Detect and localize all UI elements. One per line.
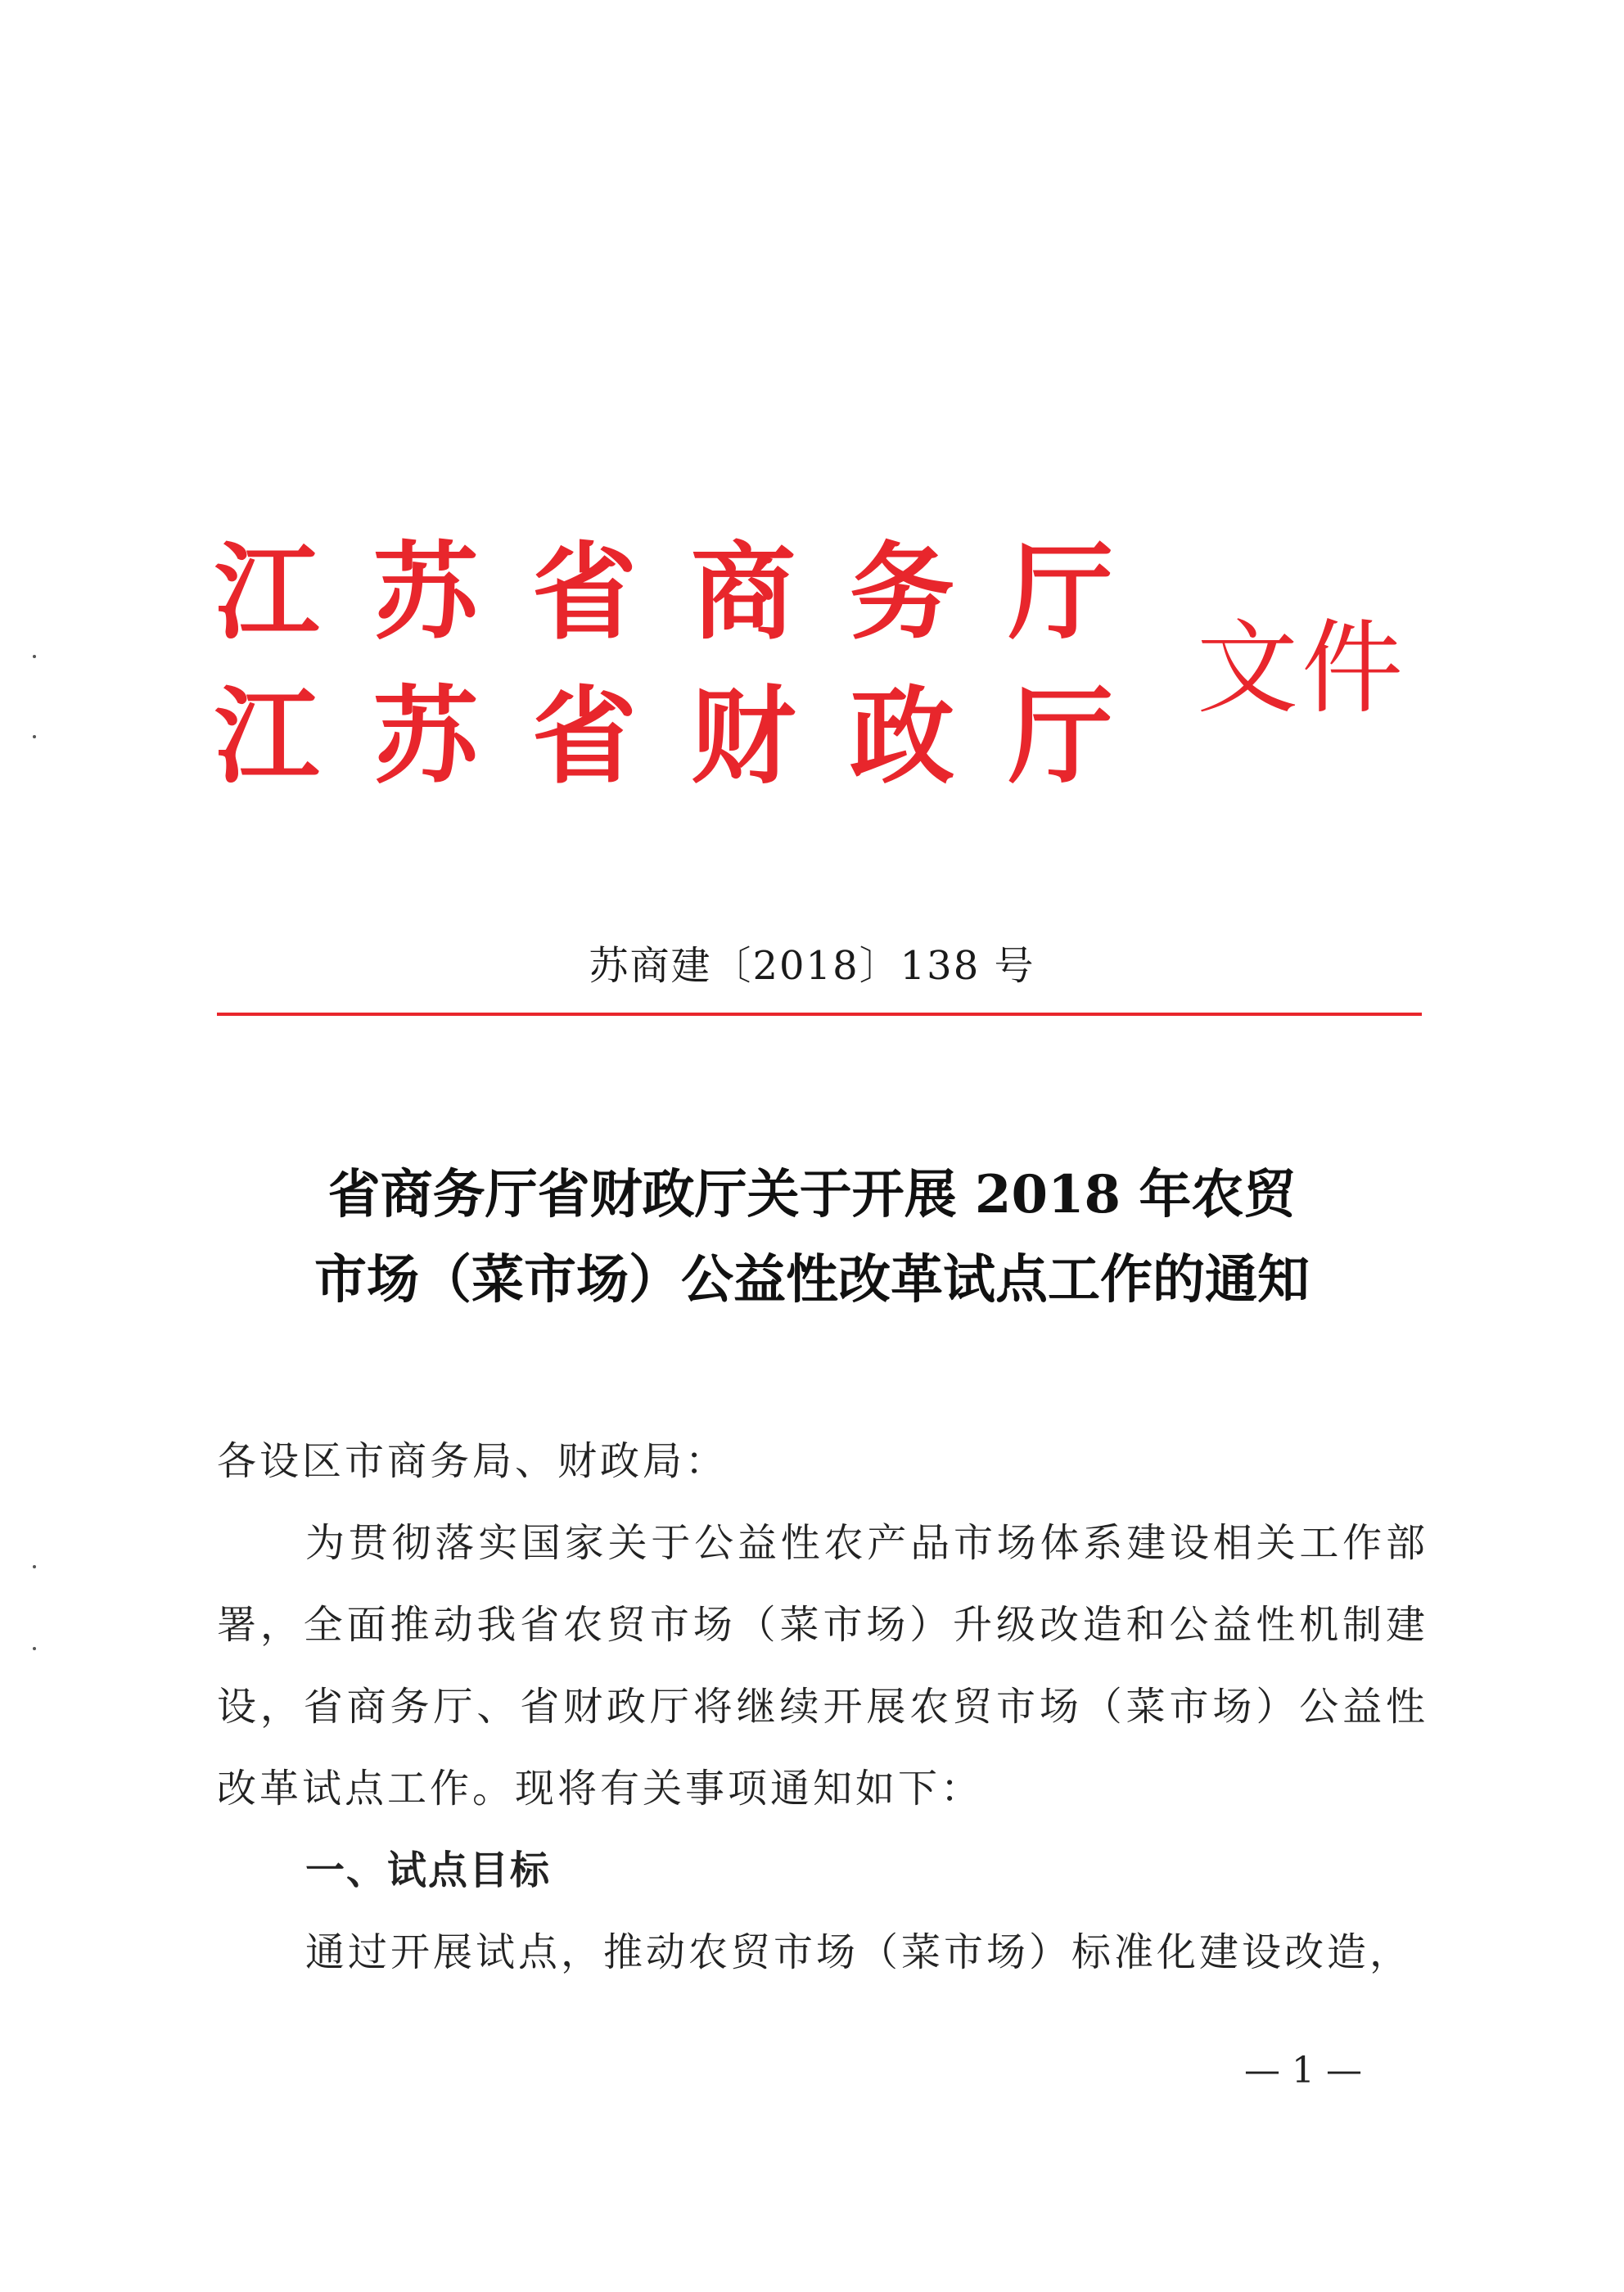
- margin-dot: [33, 735, 36, 738]
- document-type-label: 文件: [1197, 610, 1407, 728]
- notice-body: [217, 1420, 1428, 1993]
- body-paragraph: 为贯彻落实国家关于公益性农产品市场体系建设相关工作部署，全面推动我省农贸市场（菜市场）升级改造和公益性机制建设，省商务厅、省财政厅将继续开展农贸市场（菜市场）公益性改革试点工作。现将有关事项通知如下：: [217, 1520, 1428, 1811]
- body-paragraph: 通过开展试点，推动农贸市场（菜市场）标准化建设改造，: [305, 1929, 1413, 1975]
- notice-title-line-2: 市场（菜市场）公益性改革试点工作的通知: [314, 1249, 1310, 1311]
- margin-dot: [33, 1565, 36, 1568]
- section-heading: 一、试点目标: [305, 1848, 552, 1893]
- margin-dot: [33, 655, 36, 658]
- issuing-agency-finance: 江苏省财政厅: [214, 676, 1168, 798]
- header-divider-rule: [217, 1013, 1422, 1016]
- document-number: 苏商建〔2018〕138 号: [589, 943, 1035, 989]
- notice-title: [0, 1153, 1624, 1323]
- page-number: — 1 —: [1244, 2050, 1362, 2091]
- document-header: [214, 532, 1475, 810]
- notice-title-line-1: 省商务厅省财政厅关于开展 2018 年农贸: [327, 1164, 1297, 1225]
- salutation: 各设区市商务局、财政局：: [217, 1438, 729, 1484]
- margin-dot: [33, 1647, 36, 1650]
- issuing-agency-commerce: 江苏省商务厅: [214, 532, 1168, 654]
